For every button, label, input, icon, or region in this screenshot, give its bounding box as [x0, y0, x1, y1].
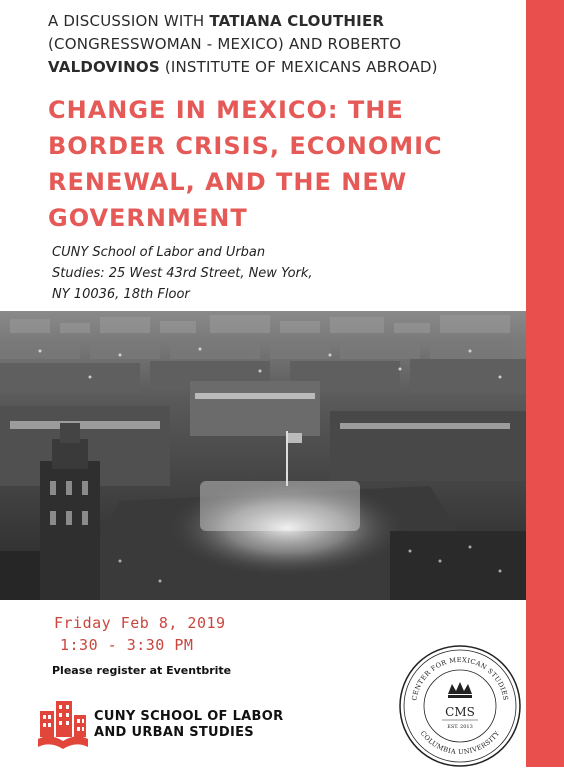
- address-line-2: Studies: 25 West 43rd Street, New York,: [52, 266, 313, 281]
- red-side-bar: [526, 0, 564, 767]
- seal-top-text: CENTER FOR MEXICAN STUDIES: [410, 655, 510, 702]
- logo-line-2: AND URBAN STUDIES: [94, 725, 254, 740]
- event-title: [48, 92, 518, 236]
- cuny-slu-logo-icon: [36, 697, 90, 751]
- address-line-3: NY 10036, 18th Floor: [52, 287, 190, 302]
- venue-address: [52, 242, 352, 305]
- event-date: Friday Feb 8, 2019: [54, 614, 226, 632]
- address-line-1: CUNY School of Labor and Urban: [52, 245, 266, 260]
- speaker-name-1: TATIANA CLOUTHIER: [209, 12, 385, 30]
- seal-est: EST. 2013: [447, 724, 473, 730]
- title-line-1: CHANGE IN MEXICO: THE: [48, 96, 404, 124]
- title-line-2: BORDER CRISIS, ECONOMIC: [48, 132, 443, 160]
- title-line-3: RENEWAL, AND THE NEW: [48, 168, 408, 196]
- cms-seal-icon: [398, 644, 522, 768]
- cuny-slu-logo-text: [94, 709, 354, 741]
- speakers-intro: [48, 10, 518, 79]
- speaker-role-1: (CONGRESSWOMAN - MEXICO) AND ROBERTO: [48, 35, 402, 53]
- zocalo-aerial-photo: [0, 311, 526, 600]
- speaker-name-2: VALDOVINOS: [48, 58, 160, 76]
- intro-prefix: A DISCUSSION WITH: [48, 12, 210, 30]
- event-time: 1:30 - 3:30 PM: [60, 636, 194, 654]
- seal-acronym: CMS: [445, 705, 475, 719]
- title-line-4: GOVERNMENT: [48, 204, 248, 232]
- city-photo-illustration: [0, 311, 526, 600]
- logo-line-1: CUNY SCHOOL OF LABOR: [94, 709, 284, 724]
- speaker-role-2: (INSTITUTE OF MEXICANS ABROAD): [159, 58, 438, 76]
- seal-bottom-text: COLUMBIA UNIVERSITY: [418, 729, 502, 757]
- register-note: Please register at Eventbrite: [52, 664, 232, 677]
